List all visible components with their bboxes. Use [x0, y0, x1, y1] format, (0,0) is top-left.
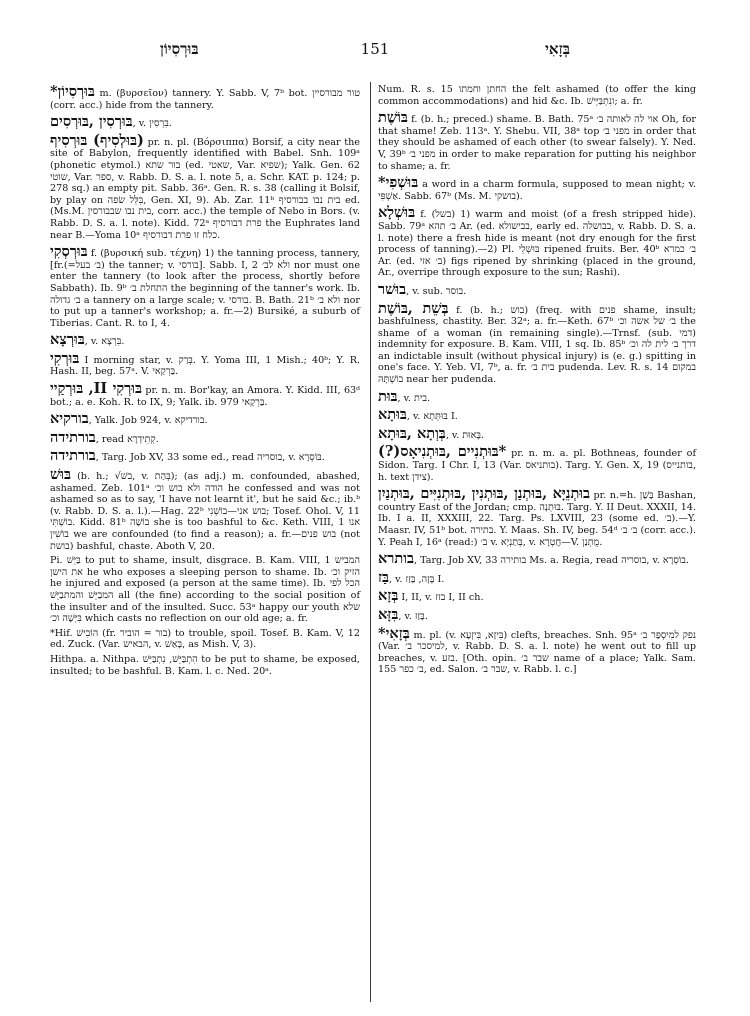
entry-text: , v. בִּרְצָא.	[84, 336, 125, 348]
entry-text: m. pl. (v. בִּיזָא, בִּיזְעָא) clefts, breaches. Snh. 95ᵃ נפק למִיסְפַּר ב׳ (Var. למיסכר ב׳, v. Rabb. D. S. a. l. note) he went out to fill up breaches, v. בזע. [Oth. opin. שבר ב׳ name of a place; Yalk. Sam. 155 ב׳ כפר, ed. Salon. שבר ב׳, v. Rabb. l. c.]	[378, 629, 696, 676]
dictionary-entry	[378, 389, 696, 405]
entry-text: , v. בית.	[397, 392, 431, 404]
entry-headword: בורתידה	[50, 428, 96, 446]
entry-headword: בּוּשׁ	[50, 466, 71, 484]
dictionary-entry	[378, 205, 696, 279]
header-right-guideword: בְּזָאִי	[545, 40, 570, 58]
entry-text: pr. n.=h. בָּשָׁן Bashan, country East of the Jordan; cmp. בּוּתְנָה. Targ. Y. II Deut. XXXII, 14. Ib. I a. II, XXXIII, 22. Targ. Ps. LXVIII, 23 (some ed. ב׳).—Y. Maasr. IV, 51ᵇ bot. בתירה. Y. Maas. Sh. IV, beg. 54ᵈ ב׳ ב׳ (corr. acc.). Y. Peah I, 16ᵃ (read:) ב׳ v. בְּתַנְיָא, v. חֲטְרָא—V. מֻתְנַן.	[378, 490, 697, 548]
entry-text: pr. n. pl. (Βόρσιππα) Borsif, a city near the site of Babylon, frequently identified with Babel. Snh. 109ᵃ (phonetic etymol.) בור שתא (ed. שאטי, Var. שפיא); Yalk. Gen. 62 שוטי, Var. ספר, v. Rabb. D. S. a. l. note 5, a. Schr. KAT. p. 124; p. 278 sq.) an empty pit. Sabb. 36ᵃ. Gen. R. s. 38 (calling it Bolsif, by play on בִּלֵּל שׂפה, Gen. XI, 9). Ab. Zar. 11ᵇ בית נבו בבורסיף ed.(Ms.M. בית נבו שבבורסין, corr. acc.) the temple of Nebo in Bors. (v. Rabb. D. S. a. l. note). Kidd. 72ᵃ פרת דבורסיף the Euphrates land near B.—Yoma 10ᵃ כלח זו פרת דבורסיף.	[50, 136, 361, 241]
entry-headword: בְּשֵׁת ,בּוֹשֶׁת	[378, 299, 449, 317]
entry-text: I morning star, v. בְּרַק. Y. Yoma III, 1 Mish.; 40ᵇ; Y. R. Hash. II, beg. 57ᵃ. V. בַּרְקַאי.	[50, 354, 360, 378]
entry-headword: בוּתְנֵיָּא ,בּוּתְנַן ,בּוּתְנִין ,בּוּתְנִיִּים ,בּוּתְנַיִן	[378, 485, 590, 503]
entry-text: pr. n. m. Bor'kay, an Amora. Y. Kidd. III, 63ᵈ bot.; a. e. Koh. R. to IX, 9; Yalk. ib. 979 בַּרְקַאי.	[50, 385, 360, 408]
entry-headword: בּוּתָא	[378, 406, 407, 424]
entry-text: Num. R. s. 15 החתן וחמתו the felt ashamed (to offer the king common accommodations) and hid &c. Ib. ונִתְבַּיְּישׁ; a. fr.	[378, 84, 697, 107]
entry-headword: בַּז	[378, 568, 390, 586]
dictionary-entry	[378, 607, 696, 623]
dictionary-entry	[50, 654, 360, 677]
entry-headword: *בּוּרְסִיוֹן	[50, 83, 95, 100]
dictionary-entry	[378, 175, 696, 202]
entry-headword: בּוּלְסִיף) בּוּרְסִיף)	[50, 131, 144, 149]
entry-headword: בותרא	[378, 550, 414, 568]
entry-headword: בּוּשְׁלָא	[378, 204, 416, 222]
dictionary-entry	[378, 626, 696, 676]
entry-headword: בּוּת	[378, 387, 398, 405]
entry-text: m. (βυρσεῖον) tannery. Y. Sabb. V, 7ᵇ bot. טור מבורסיין (corr. acc.) hide from the tannery.	[50, 88, 360, 111]
page-number: 151	[360, 40, 390, 58]
dictionary-entry	[50, 448, 360, 464]
entry-text: f. (בשל) 1) warm and moist (of a fresh stripped hide). Sabb. 79ᵃ ב׳ תהא Ar. (ed. בבישולא, early ed. בבושלה, v. Rabb. D. S. a. l. note) there a fresh hide is meant (not dry enough for the first process of tanning).—2) Pl. בּוּשְׁלֵי ripened fruits. Ber. 40ᵇ ב׳ כמרא Ar. (ed. ב׳ אזי) figs ripened by shrinking (placed in the ground, Ar., overripe through exposure to the sun; Rashi).	[378, 209, 696, 279]
dictionary-entry	[50, 555, 360, 625]
dictionary-entry	[50, 430, 360, 446]
dictionary-entry	[378, 282, 696, 298]
entry-headword: *בְּזָאִי	[378, 624, 410, 642]
page-header	[0, 40, 750, 64]
dictionary-entry	[50, 381, 360, 408]
entry-text: Pi. בַּיֵּשׁ to put to shame, insult, disgrace. B. Kam. VIII, 1 המביש את הישן he who exposes a sleeping person to shame. Ib. הזיק וכ׳ he injured and exposed (a person at the same time). Ib. הכל לפי המבַיֵּשׁ והמתבַיֵּשׁ all (the fine) according to the social position of the insulter and of the insulted. Succ. 53ᵃ happy our youth שלא בִּיְּשָׁה וכ׳ which casts no reflection on our old age; a. fr.	[50, 555, 361, 625]
dictionary-entry	[50, 332, 360, 348]
entry-text: (b. h.; √בשׁ, v. בְּהַת); (as adj.) m. confounded, abashed, ashamed. Zeb. 101ᵃ הודה ולא בוש וכ׳ he confessed and was not ashamed so as to say, 'I have not learnt it', but he said &c.; ib.ᵇ (v. Rabb. D. S. a. l.).—Hag. 22ᵇ בוש אני—בוֹשְׁנִי; Tosef. Ohol. V, 11 בוֹשְׁתִּי. Kidd. 81ᵇ בוֹשָׁה she is too bashful to &c. Keth. VIII, 1 אנו בוֹשִׁין we are confounded (to find a reason); a. fr.—בוש פנים (not בושת) bashful, chaste. Aboth V, 20.	[50, 471, 361, 552]
dictionary-entry	[378, 301, 696, 386]
entry-headword: בּוּרְקַיי ,II בּוּרְקִי	[50, 380, 142, 398]
entry-headword: בוּשׁר	[378, 280, 407, 298]
dictionary-entry	[50, 84, 360, 111]
entry-headword: בִּזָּא	[378, 605, 399, 623]
dictionary-entry	[378, 110, 696, 172]
entry-text: f. (βυρσική sub. τέχνη) 1) the tanning process, tannery, [fr.(=ב׳ בעל) the tanner; v. בורסי]. Sabb. I, 2 ולא לב׳ nor must one enter the tannery (to look after the process, shortly before Sabbath). Ib. 9ᵇ התחלת ב׳ the beginning of the tanner's work. Ib. ב׳ גדולה a tannery on a large scale; v. בורסי. B. Bath. 21ᵇ ולא ב׳ nor to put up a tanner's workshop; a. fr.—2) Bursiké, a suburb of Tiberias. Cant. R. to I, 4.	[50, 248, 360, 329]
entry-headword: *בּוּשְׁפִי	[378, 174, 419, 192]
entry-text: Hithpa. a. Nithpa. הִתְבַּיֵּשׁ, נִתְבַּיֵּשׁ to be put to shame, be exposed, insulted; to be bashful. B. Kam. l. c. Ned. 20ᵃ.	[50, 653, 360, 677]
entry-headword: בּוּרְסְקִי	[50, 243, 88, 261]
entry-text: , v. בָּזָה, בָּזַז I.	[389, 573, 445, 585]
dictionary-entry	[378, 426, 696, 442]
header-left-guideword: בּוּרְסִיוֹן	[160, 40, 199, 58]
dictionary-entry	[378, 444, 696, 483]
entry-headword: בְּוְתָא ,בּוּתָא	[378, 424, 446, 442]
dictionary-entry	[50, 114, 360, 130]
dictionary-entry	[50, 628, 360, 651]
dictionary-entry	[50, 411, 360, 427]
right-column	[378, 84, 696, 679]
dictionary-entry	[378, 588, 696, 604]
entry-headword: בורקיא	[50, 410, 89, 428]
entry-headword: בּוֹשֶׁת	[378, 109, 408, 127]
entry-headword: בּוּרְקִי	[50, 349, 80, 367]
dictionary-entry	[50, 133, 360, 241]
entry-text: , v. בִּרְסִין.	[132, 118, 172, 130]
column-divider	[370, 82, 371, 1002]
entry-text: , v. בּוּתְּתָא I.	[406, 411, 458, 423]
entry-text: f. (b. h.; בוש) (freq. with פנים shame, insult; bashfulness, chastity. Ber. 32ᵃ; a. fr.—Keth. 67ᵇ ב׳ של אשה וכ׳ the shame of a woman (in remaining single).—Trnsf. (sub. דמי) indemnity for exposure. B. Kam. VIII, 1 sq. Ib. 85ᵇ דרך ב׳ לית לה וכ׳ an indictable insult (without physical injury) is (e. g.) spitting in one's face. Y. Yeb. VI, 7ᵇ, a. fr. בית ב׳ pudenda. Lev. R. s. 14 במקום בוֹשְׁתָּהּ near her pudenda.	[378, 304, 696, 386]
dictionary-entry	[50, 467, 360, 552]
entry-headword: בורתידה	[50, 447, 96, 465]
dictionary-entry	[50, 244, 360, 329]
entry-headword: (?)בּוּתְנִיים ,בּוּתְנִיאָס*	[378, 443, 507, 461]
dictionary-entry	[378, 486, 696, 548]
entry-headword: בּוּרְצָא	[50, 331, 85, 349]
dictionary-entry	[50, 351, 360, 378]
dictionary-entry	[378, 84, 696, 107]
entry-text: , v. בָּאוּת.	[445, 429, 485, 441]
entry-text: , Targ. Job XV, 33 some ed., read בוסריה, v. בּוֹסְרָא.	[95, 452, 325, 464]
entry-text: a word in a charm formula, supposed to mean night; v. אַשְׁפִּי. Sabb. 67ᵇ (Ms. M. בושקי).	[378, 179, 696, 202]
entry-text: *Hif. הוֹבִישׁ (fr. בור = הוביר) to trouble, spoil. Tosef. B. Kam. V, 12 ed. Zuck. (Var. הבאיש, v. בָּאַשׁ, as Mish. V, 3).	[50, 627, 360, 651]
entry-text: , Targ. Job XV, 33 בותירה Ms. a. Regia, read בוסריה, v. בוֹסְרָא.	[413, 555, 689, 567]
entry-headword: בְּזָא	[378, 587, 399, 605]
dictionary-entry	[378, 407, 696, 423]
left-column	[50, 84, 360, 680]
entry-headword: בּוּרְסִין ,בּוּרְסִים	[50, 113, 133, 131]
entry-text: pr. n. m. a. pl. Bothneas, founder of Sidon. Targ. I Chr. I, 13 (Var. בותניאס). Targ. Y. Gen. X, 19 (בותנייס, h. text צידן).	[378, 448, 697, 483]
entry-text: , Yalk. Job 924, v. בורדיקא.	[88, 415, 208, 427]
entry-text: I, II, v. בזז I, II ch.	[398, 592, 484, 604]
entry-text: , read קְתֵידְרָא.	[95, 433, 159, 445]
entry-text: , v. בָּזַז.	[398, 610, 428, 622]
dictionary-entry	[378, 551, 696, 567]
entry-text: , v. sub. בוסר.	[406, 285, 467, 297]
entry-text: f. (b. h.; preced.) shame. B. Bath. 75ᵃ אוי לה לאותה ב׳ Oh, for that shame! Zeb. 113ᵃ. Y. Shebu. VII, 38ᵃ top מפני ב׳ in order that they should be ashamed of each other (to swear falsely). Y. Ned. V, 39ᵇ מפני ב׳ in order to make reparation for putting his neighbor to shame; a. fr.	[378, 114, 696, 172]
dictionary-entry	[378, 570, 696, 586]
